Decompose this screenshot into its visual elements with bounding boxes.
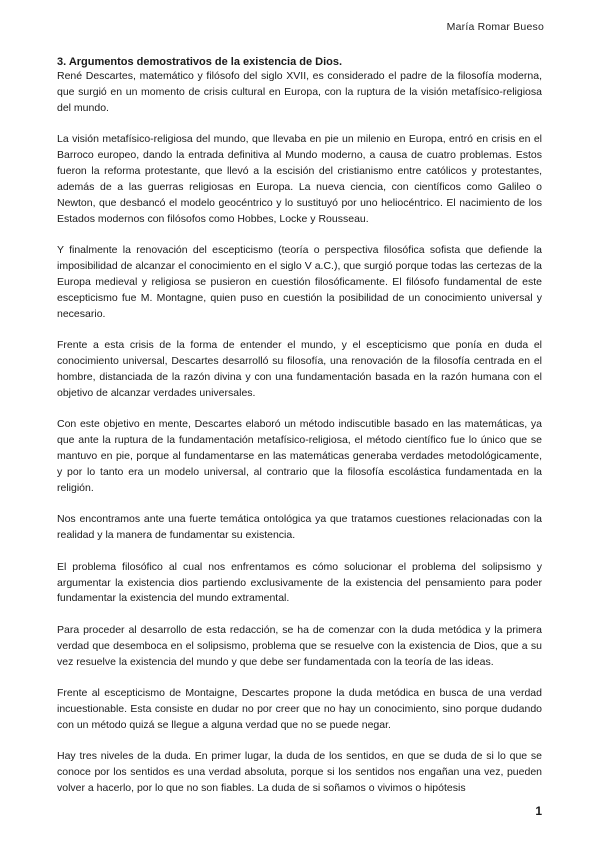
paragraph: Hay tres niveles de la duda. En primer lugar, la duda de los sentidos, en que se duda de si lo que se conoce por los sentidos es una verdad absoluta, porque si los sentidos nos engañan una vez, pueden volver a hacerlo, por lo que no son fiables. La duda de si soñamos o vivimos o hipótesis	[57, 750, 542, 795]
paragraph: Frente a esta crisis de la forma de entender el mundo, y el escepticismo que ponía en duda el conocimiento universal, Descartes desarrolló su filosofía, una renovación de la filosofía centrada en el hombre, distanciada de la razón divina y con una fundamentación basada en la razón humana con el objetivo de alcanzar verdades universales.	[57, 339, 542, 399]
paragraph: La visión metafísico-religiosa del mundo, que llevaba en pie un milenio en Europa, entró en crisis en el Barroco europeo, dando la entrada definitiva al Mundo moderno, a causa de cuatro problemas. Estos fueron la reforma protestante, que llevó a la escisión del cristianismo entre católicos y protestantes, además de a las guerras religiosas en Europa. La nueva ciencia, con científicos como Galileo o Newton, que desbancó el modelo geocéntrico y lo sustituyó por uno heliocéntrico. El nacimiento de los Estados modernos con filósofos como Hobbes, Locke y Rousseau.	[57, 133, 542, 225]
paragraph: Y finalmente la renovación del escepticismo (teoría o perspectiva filosófica sofista que defiende la imposibilidad de alcanzar el conocimiento en el siglo V a.C.), que surgió porque todas las certezas de la Europa medieval y religiosa se pusieron en cuestión filosóficamente. El filósofo fundamental de este escepticismo fue M. Montagne, quien puso en cuestión la posibilidad de un conocimiento universal y necesario.	[57, 244, 542, 320]
page-number: 1	[535, 804, 542, 818]
document-body	[57, 55, 542, 813]
paragraph: Nos encontramos ante una fuerte temática ontológica ya que tratamos cuestiones relacionadas con la realidad y la manera de fundamentar su existencia.	[57, 513, 542, 542]
paragraph: Para proceder al desarrollo de esta redacción, se ha de comenzar con la duda metódica y la primera verdad que desemboca en el solipsismo, problema que se resuelve con la existencia de Dios, que a su vez resuelve la existencia del mundo y que debe ser fundamentada con la teoría de las ideas.	[57, 623, 542, 668]
paragraph: Frente al escepticismo de Montaigne, Descartes propone la duda metódica en busca de una verdad incuestionable. Esta consiste en dudar no por creer que no hay un conocimiento, sino porque dudando con un método quizá se llegue a alguna verdad que no se puede negar.	[57, 687, 542, 731]
header-author: María Romar Bueso	[446, 21, 544, 33]
paragraph: Con este objetivo en mente, Descartes elaboró un método indiscutible basado en las matemáticas, ya que ante la ruptura de la fundamentación metafísico-religiosa, el método científico fue lo único que se mantuvo en pie, porque al fundamentarse en las matemáticas generaba verdades metodológicamente, y por lo tanto era un modelo universal, al contrario que la filosofía escolástica fundamentada en la religión.	[57, 418, 542, 494]
section-title: 3. Argumentos demostrativos de la existencia de Dios.	[57, 56, 343, 68]
paragraph: El problema filosófico al cual nos enfrentamos es cómo solucionar el problema del solipsismo y argumentar la existencia dios partiendo exclusivamente de la existencia del pensamiento para poder fundamentar la existencia del mundo extramental.	[57, 560, 542, 605]
paragraph: René Descartes, matemático y filósofo del siglo XVII, es considerado el padre de la filosofía moderna, que surgió en un momento de crisis cultural en Europa, con la ruptura de la visión metafísico-religiosa del mundo.	[57, 70, 542, 114]
